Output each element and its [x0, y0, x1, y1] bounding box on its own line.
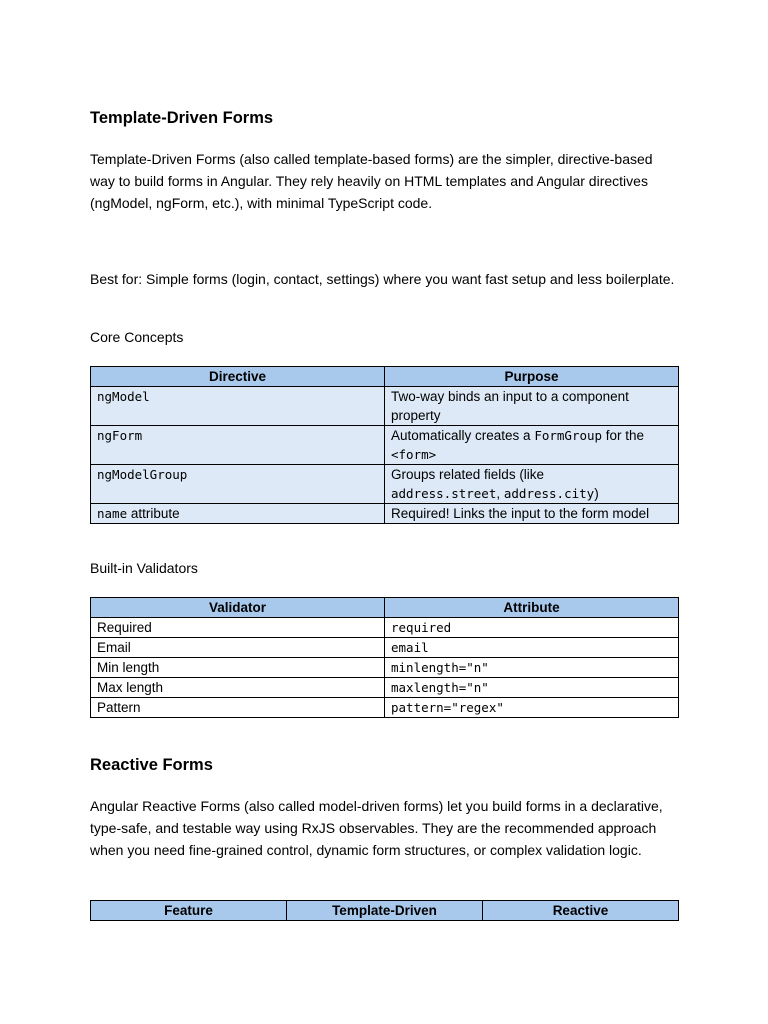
- table-cell: Required! Links the input to the form model: [385, 504, 679, 524]
- section-title-template-driven: Template-Driven Forms: [90, 109, 274, 127]
- purpose-text: for the: [602, 428, 645, 443]
- table-header-cell: Directive: [91, 367, 385, 387]
- attribute-code: pattern="regex": [391, 700, 504, 715]
- core-concepts-table: [90, 366, 679, 524]
- table-cell: [385, 638, 679, 658]
- table-cell: Max length: [91, 678, 385, 698]
- template-driven-intro: Template-Driven Forms (also called template-based forms) are the simpler, directive-based way to build forms in Angular. They rely heavily on HTML templates and Angular directives (ngModel, ngForm, etc.), with minimal TypeScript code.: [90, 151, 653, 211]
- best-for-text: Best for: Simple forms (login, contact, settings) where you want fast setup and less boilerplate.: [90, 271, 675, 287]
- table-header-cell: Validator: [91, 598, 385, 618]
- table-cell: [91, 387, 385, 426]
- comparison-table: [90, 900, 679, 921]
- purpose-text: ,: [496, 486, 504, 501]
- table-cell: Pattern: [91, 698, 385, 718]
- table-header-cell: Purpose: [385, 367, 679, 387]
- section-title-reactive: Reactive Forms: [90, 756, 213, 774]
- attribute-code: maxlength="n": [391, 680, 489, 695]
- directive-code: name: [97, 506, 128, 521]
- table-header-cell: Reactive: [482, 901, 678, 921]
- table-header-cell: Feature: [91, 901, 287, 921]
- directive-code: ngForm: [97, 428, 143, 443]
- purpose-text: Groups related fields (like: [391, 467, 545, 482]
- table-header-row: [91, 367, 679, 387]
- table-row: [91, 426, 679, 465]
- table-cell: [91, 465, 385, 504]
- purpose-code: address.street: [391, 486, 497, 501]
- table-header-row: [91, 598, 679, 618]
- reactive-intro: Angular Reactive Forms (also called model-driven forms) let you build forms in a declarative, type-safe, and testable way using RxJS observables. They are the recommended approach when you need fine-grained control, dynamic form structures, or complex validation logic.: [90, 798, 663, 858]
- table-cell: Min length: [91, 658, 385, 678]
- table-cell: Required: [91, 618, 385, 638]
- table-cell: Email: [91, 638, 385, 658]
- table-cell: Two-way binds an input to a component property: [385, 387, 679, 426]
- table-header-cell: Template-Driven: [286, 901, 482, 921]
- directive-code: ngModel: [97, 389, 150, 404]
- purpose-text: ): [594, 486, 599, 501]
- table-cell: [385, 618, 679, 638]
- table-row: [91, 638, 679, 658]
- table-header-cell: Attribute: [385, 598, 679, 618]
- table-cell: [385, 678, 679, 698]
- table-cell: [385, 698, 679, 718]
- validators-table: [90, 597, 679, 718]
- attribute-code: minlength="n": [391, 660, 489, 675]
- table-row: [91, 387, 679, 426]
- directive-text: attribute: [127, 506, 180, 521]
- table-header-row: [91, 901, 679, 921]
- table-cell: [91, 426, 385, 465]
- purpose-text: Automatically creates a: [391, 428, 535, 443]
- table-row: [91, 698, 679, 718]
- attribute-code: required: [391, 620, 452, 635]
- purpose-code: <form>: [391, 447, 437, 462]
- table-cell: [91, 504, 385, 524]
- table-row: [91, 678, 679, 698]
- table-cell: [385, 465, 679, 504]
- attribute-code: email: [391, 640, 429, 655]
- purpose-code: address.city: [503, 486, 595, 501]
- table-row: [91, 465, 679, 504]
- purpose-code: FormGroup: [534, 428, 603, 443]
- built-in-validators-label: Built-in Validators: [90, 560, 198, 576]
- directive-code: ngModelGroup: [97, 467, 188, 482]
- table-row: [91, 618, 679, 638]
- table-cell: [385, 426, 679, 465]
- table-cell: [385, 658, 679, 678]
- table-row: [91, 658, 679, 678]
- core-concepts-label: Core Concepts: [90, 329, 184, 345]
- table-row: [91, 504, 679, 524]
